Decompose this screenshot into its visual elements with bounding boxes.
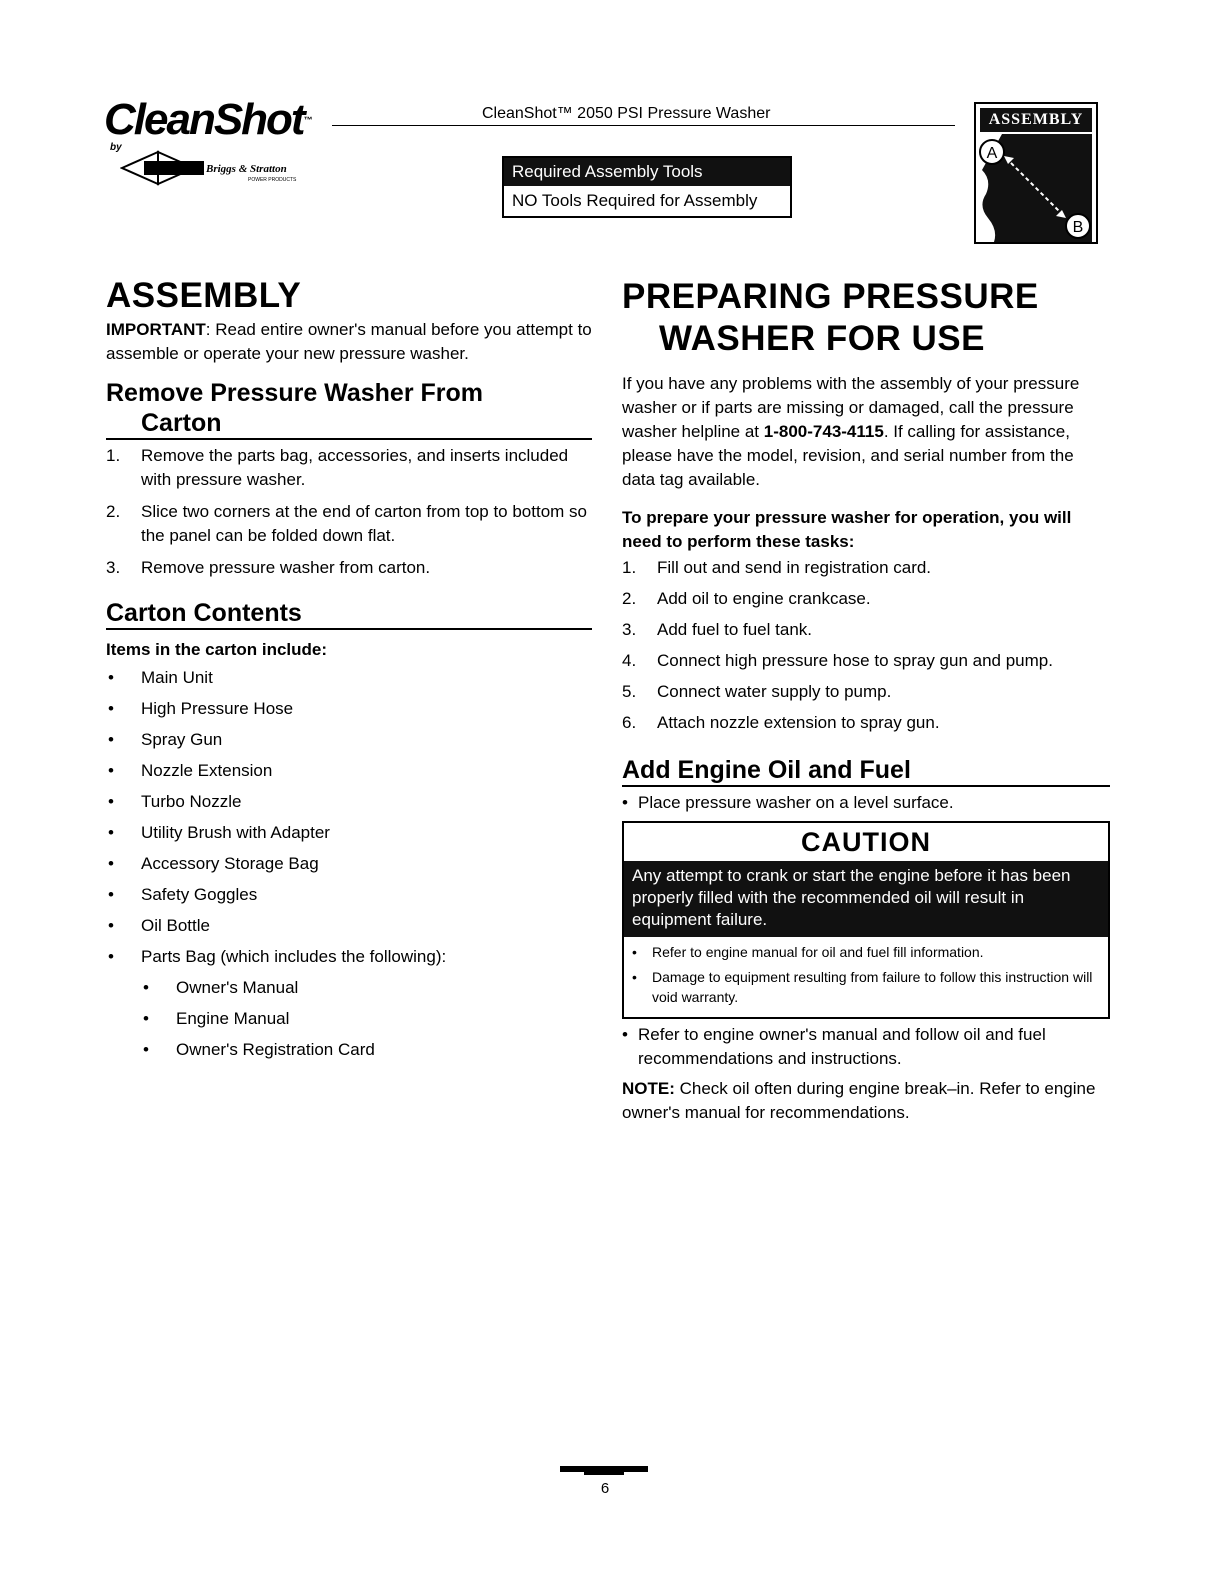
oil-fuel-heading: Add Engine Oil and Fuel xyxy=(622,755,1110,787)
tasks-list xyxy=(622,556,1110,735)
logo-by-text: by xyxy=(110,142,122,153)
maker-sub: POWER PRODUCTS xyxy=(248,177,297,183)
page-number: 6 xyxy=(600,1480,610,1497)
list-item: • Turbo Nozzle xyxy=(108,792,242,811)
list-item: 4. Connect high pressure hose to spray gun and pump. xyxy=(622,651,1053,670)
list-item: • High Pressure Hose xyxy=(108,699,294,718)
maker-name: Briggs & Stratton xyxy=(206,163,287,175)
point-a-label: A xyxy=(986,145,998,162)
list-item: 3. Add fuel to fuel tank. xyxy=(622,620,812,639)
list-item: 2. Slice two corners at the end of carton from top to bottom so the panel can be folded down flat. xyxy=(106,502,588,545)
assembly-section-icon xyxy=(974,102,1098,244)
helpline-paragraph: If you have any problems with the assembly of your pressure washer or if parts are missing or damaged, call the pressure washer helpline at 1-800-743-4115. If calling for assistance, please have the model, revision, and serial number from the data tag available. xyxy=(622,374,1080,489)
caution-warning: Any attempt to crank or start the engine before it has been properly filled with the recommended oil will result in equipment failure. xyxy=(624,861,1108,937)
helpline-number: 1-800-743-4115 xyxy=(763,422,884,441)
logo-trademark: ™ xyxy=(303,115,313,125)
list-item: 1. Remove the parts bag, accessories, and inserts included with pressure washer. xyxy=(106,446,569,489)
list-item: • Oil Bottle xyxy=(108,916,210,935)
list-item: 1. Fill out and send in registration card. xyxy=(622,558,932,577)
caution-list xyxy=(624,937,1108,1017)
list-item: • Accessory Storage Bag xyxy=(108,854,319,873)
list-item: 5. Connect water supply to pump. xyxy=(622,682,892,701)
list-item: • Refer to engine manual for oil and fuel fill information. xyxy=(632,944,984,960)
required-tools-heading: Required Assembly Tools xyxy=(504,158,790,186)
list-item: • Nozzle Extension xyxy=(108,761,273,780)
list-item: • Main Unit xyxy=(108,668,213,687)
cleanshot-logo: CleanShot™ xyxy=(104,95,313,144)
caution-box xyxy=(622,821,1110,1019)
important-text: : Read entire owner's manual before you attempt to assemble or operate your new pressure washer. xyxy=(106,320,592,363)
list-item: 6. Attach nozzle extension to spray gun. xyxy=(622,713,940,732)
caution-title: CAUTION xyxy=(801,827,931,857)
parts-bag-list xyxy=(106,976,592,1062)
required-tools-box xyxy=(502,156,792,218)
carton-contents-list xyxy=(106,666,592,969)
carton-contents-heading: Carton Contents xyxy=(106,598,592,630)
list-item: • Damage to equipment resulting from failure to follow this instruction will void warranty. xyxy=(632,969,1093,1005)
header-title: CleanShot™ 2050 PSI Pressure Washer xyxy=(482,105,771,122)
list-item: • Refer to engine owner's manual and follow oil and fuel recommendations and instructions. xyxy=(622,1025,1046,1068)
note-label: NOTE: xyxy=(622,1079,675,1098)
important-label: IMPORTANT xyxy=(106,320,206,339)
required-tools-value: NO Tools Required for Assembly xyxy=(504,186,790,216)
list-item: • Utility Brush with Adapter xyxy=(108,823,330,842)
preparing-column xyxy=(622,276,1110,1125)
list-item: • Safety Goggles xyxy=(108,885,258,904)
contents-intro: Items in the carton include: xyxy=(106,640,328,659)
preparing-title: PREPARING PRESSURE WASHER FOR USE xyxy=(622,277,1039,358)
assembly-title: ASSEMBLY xyxy=(106,276,302,315)
list-item: 2. Add oil to engine crankcase. xyxy=(622,589,871,608)
assembly-column xyxy=(106,276,592,1062)
list-item: • Parts Bag (which includes the following): xyxy=(108,947,447,966)
remove-heading: Remove Pressure Washer From Carton xyxy=(106,378,592,440)
header-rule xyxy=(332,125,955,126)
list-item: • Engine Manual xyxy=(143,1009,290,1028)
list-item: • Owner's Manual xyxy=(143,978,299,997)
point-b-label: B xyxy=(1072,219,1084,236)
remove-steps-list xyxy=(106,444,592,580)
tasks-intro: To prepare your pressure washer for operation, you will need to perform these tasks: xyxy=(622,508,1072,551)
level-surface-list xyxy=(622,791,1110,815)
refer-manual-list xyxy=(622,1023,1110,1071)
list-item: • Place pressure washer on a level surface. xyxy=(622,793,954,812)
list-item: • Owner's Registration Card xyxy=(143,1040,375,1059)
note-paragraph: NOTE: Check oil often during engine break–in. Refer to engine owner's manual for recommendations. xyxy=(622,1079,1096,1122)
list-item: • Spray Gun xyxy=(108,730,223,749)
page-number-tick xyxy=(584,1472,624,1475)
assembly-icon-label: ASSEMBLY xyxy=(980,108,1092,132)
assembly-diagram-icon xyxy=(976,134,1096,242)
list-item: 3. Remove pressure washer from carton. xyxy=(106,558,431,577)
briggs-stratton-logo-icon xyxy=(120,150,320,186)
important-paragraph xyxy=(106,318,592,366)
